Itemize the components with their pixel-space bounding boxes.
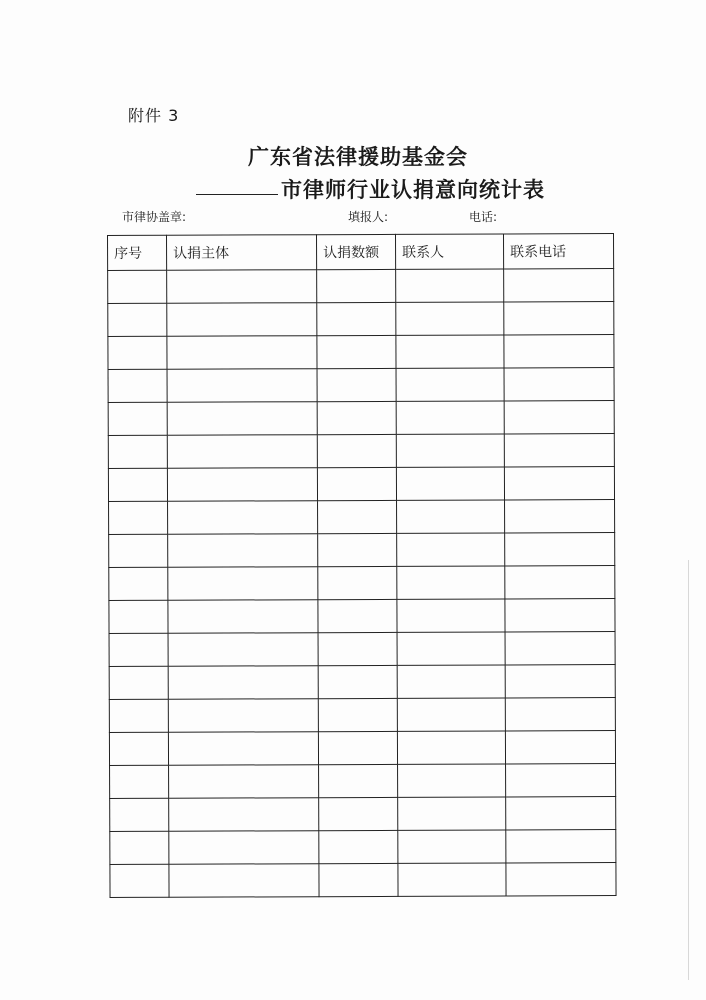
table-cell — [504, 467, 614, 500]
table-cell — [110, 798, 169, 831]
table-cell — [108, 402, 167, 435]
header-amount: 认捐数额 — [317, 234, 396, 269]
table-cell — [505, 698, 615, 731]
document-subtitle — [196, 174, 545, 204]
table-cell — [505, 533, 615, 566]
table-cell — [398, 764, 506, 797]
table-cell — [397, 632, 505, 665]
table-cell — [396, 335, 504, 368]
table-cell — [318, 533, 397, 566]
table-cell — [397, 566, 505, 599]
table-cell — [318, 698, 397, 731]
table-row — [109, 533, 615, 568]
table-cell — [397, 500, 505, 533]
table-cell — [398, 863, 506, 896]
table-cell — [505, 500, 615, 533]
table-cell — [317, 368, 396, 401]
table-cell — [109, 633, 168, 666]
table-cell — [398, 830, 506, 863]
table-cell — [318, 632, 397, 665]
header-contact: 联系人 — [395, 234, 503, 269]
table-cell — [318, 731, 397, 764]
table-row — [110, 830, 616, 865]
table-cell — [110, 831, 169, 864]
table-cell — [396, 269, 504, 302]
table-cell — [109, 534, 168, 567]
table-cell — [108, 303, 167, 336]
table-cell — [505, 599, 615, 632]
table-cell — [169, 765, 319, 799]
table-cell — [319, 830, 398, 863]
table-cell — [167, 435, 317, 469]
table-cell — [108, 369, 167, 402]
table-row — [110, 764, 616, 799]
table-row — [108, 335, 614, 370]
table-row — [109, 599, 615, 634]
header-contact-phone: 联系电话 — [503, 234, 613, 269]
table-cell — [505, 665, 615, 698]
table-cell — [109, 732, 168, 765]
table-cell — [396, 302, 504, 335]
table-cell — [109, 600, 168, 633]
table-cell — [397, 533, 505, 566]
table-cell — [504, 269, 614, 302]
table-cell — [108, 336, 167, 369]
table-cell — [317, 302, 396, 335]
table-cell — [167, 402, 317, 436]
table-cell — [504, 302, 614, 335]
table-cell — [109, 699, 168, 732]
table-cell — [506, 863, 616, 896]
table-cell — [505, 566, 615, 599]
table-cell — [396, 401, 504, 434]
table-row — [109, 665, 615, 700]
table-cell — [108, 468, 167, 501]
table-cell — [109, 567, 168, 600]
table-cell — [319, 797, 398, 830]
pledge-table — [107, 233, 617, 898]
table-cell — [319, 764, 398, 797]
table-cell — [505, 731, 615, 764]
table-cell — [504, 401, 614, 434]
table-cell — [396, 368, 504, 401]
scan-edge-line — [688, 560, 689, 980]
table-cell — [167, 303, 317, 337]
table-cell — [167, 369, 317, 403]
table-cell — [317, 467, 396, 500]
table-cell — [167, 468, 317, 502]
table-cell — [397, 731, 505, 764]
table-cell — [109, 666, 168, 699]
table-cell — [167, 336, 317, 370]
table-cell — [168, 699, 318, 733]
table-cell — [318, 599, 397, 632]
table-cell — [317, 401, 396, 434]
table-cell — [169, 831, 319, 865]
table-cell — [396, 467, 504, 500]
table-cell — [317, 269, 396, 302]
attachment-label: 附件 3 — [128, 106, 180, 125]
table-cell — [506, 830, 616, 863]
table-cell — [110, 864, 169, 897]
table-row — [108, 467, 614, 502]
table-row — [108, 269, 614, 304]
table-cell — [504, 434, 614, 467]
table-cell — [168, 600, 318, 634]
header-index: 序号 — [108, 235, 167, 270]
table-row — [109, 698, 615, 733]
table-cell — [319, 863, 398, 896]
table-cell — [169, 798, 319, 832]
filler-label: 填报人: — [348, 210, 389, 224]
table-cell — [398, 797, 506, 830]
table-row — [109, 632, 615, 667]
table-row — [109, 731, 615, 766]
table-cell — [397, 698, 505, 731]
header-donor: 认捐主体 — [167, 235, 317, 271]
table-row — [108, 302, 614, 337]
table-cell — [506, 797, 616, 830]
table-cell — [167, 270, 317, 304]
city-name-blank — [196, 194, 278, 195]
table-cell — [169, 864, 319, 898]
table-row — [108, 434, 614, 469]
table-body — [108, 269, 616, 898]
table-row — [110, 863, 616, 898]
table-cell — [168, 501, 318, 535]
table-cell — [318, 665, 397, 698]
table-cell — [397, 599, 505, 632]
table-cell — [168, 567, 318, 601]
subtitle-text: 市律师行业认捐意向统计表 — [281, 178, 545, 202]
table-cell — [168, 666, 318, 700]
table-row — [108, 401, 614, 436]
table-cell — [318, 566, 397, 599]
phone-label: 电话: — [469, 210, 498, 224]
table-cell — [110, 765, 169, 798]
table-row — [109, 500, 615, 535]
table-cell — [317, 335, 396, 368]
table-cell — [109, 501, 168, 534]
table-cell — [318, 500, 397, 533]
table-cell — [504, 335, 614, 368]
table-cell — [506, 764, 616, 797]
table-cell — [108, 270, 167, 303]
table-cell — [396, 434, 504, 467]
table-cell — [504, 368, 614, 401]
table-cell — [168, 732, 318, 766]
table-cell — [108, 435, 167, 468]
table-cell — [168, 633, 318, 667]
table-header-row — [108, 234, 614, 271]
table-row — [110, 797, 616, 832]
table-cell — [317, 434, 396, 467]
seal-label: 市律协盖章: — [122, 210, 187, 224]
table-row — [109, 566, 615, 601]
table-cell — [397, 665, 505, 698]
table-row — [108, 368, 614, 403]
table-cell — [168, 534, 318, 568]
table-cell — [505, 632, 615, 665]
document-title: 广东省法律援助基金会 — [248, 145, 468, 169]
